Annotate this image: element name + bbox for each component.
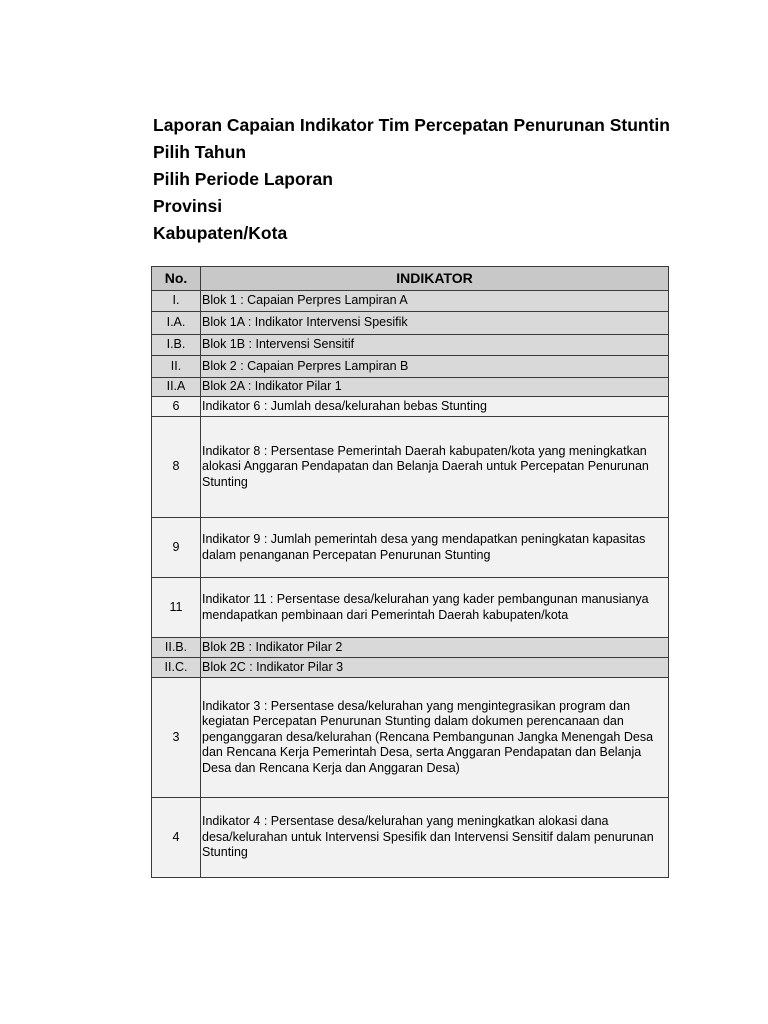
table-row — [152, 291, 669, 312]
province-label: Provinsi — [153, 196, 223, 216]
row-number: II.A — [152, 378, 201, 397]
row-number: II.C. — [152, 658, 201, 678]
row-indicator: Indikator 9 : Jumlah pemerintah desa yang mendapatkan peningkatan kapasitas dalam penanganan Percepatan Penurunan Stunting — [201, 518, 669, 578]
row-indicator: Blok 1A : Indikator Intervensi Spesifik — [201, 312, 669, 335]
report-header — [153, 112, 753, 247]
column-header-no: No. — [152, 267, 201, 291]
row-indicator: Indikator 11 : Persentase desa/kelurahan yang kader pembangunan manusianya mendapatkan pembinaan dari Pemerintah Daerah kabupaten/kota — [201, 578, 669, 638]
row-number: 3 — [152, 678, 201, 798]
row-number: 11 — [152, 578, 201, 638]
row-number: II. — [152, 356, 201, 378]
table-row — [152, 397, 669, 417]
report-title: Laporan Capaian Indikator Tim Percepatan Penurunan Stuntin — [153, 115, 670, 135]
row-indicator: Blok 2A : Indikator Pilar 1 — [201, 378, 669, 397]
row-indicator: Blok 1 : Capaian Perpres Lampiran A — [201, 291, 669, 312]
row-indicator: Indikator 6 : Jumlah desa/kelurahan bebas Stunting — [201, 397, 669, 417]
table-row — [152, 578, 669, 638]
row-number: 4 — [152, 798, 201, 878]
row-number: I.A. — [152, 312, 201, 335]
row-indicator: Indikator 4 : Persentase desa/kelurahan yang meningkatkan alokasi dana desa/kelurahan untuk Intervensi Spesifik dan Intervensi Sensitif dalam penurunan Stunting — [201, 798, 669, 878]
year-label: Pilih Tahun — [153, 142, 247, 162]
table-row — [152, 798, 669, 878]
row-number: II.B. — [152, 638, 201, 658]
table-header-row — [152, 267, 669, 291]
table-row — [152, 518, 669, 578]
table-row — [152, 378, 669, 397]
table-row — [152, 335, 669, 356]
regency-label: Kabupaten/Kota — [153, 223, 288, 243]
table-row — [152, 356, 669, 378]
row-indicator: Blok 2C : Indikator Pilar 3 — [201, 658, 669, 678]
table-row — [152, 638, 669, 658]
row-number: 8 — [152, 417, 201, 518]
row-number: 6 — [152, 397, 201, 417]
row-number: 9 — [152, 518, 201, 578]
row-indicator: Blok 1B : Intervensi Sensitif — [201, 335, 669, 356]
row-number: I.B. — [152, 335, 201, 356]
table-row — [152, 312, 669, 335]
row-indicator: Blok 2 : Capaian Perpres Lampiran B — [201, 356, 669, 378]
column-header-indikator: INDIKATOR — [201, 267, 669, 291]
row-indicator: Blok 2B : Indikator Pilar 2 — [201, 638, 669, 658]
table-row — [152, 678, 669, 798]
period-label: Pilih Periode Laporan — [153, 169, 333, 189]
indicator-table — [151, 266, 669, 878]
table-row — [152, 658, 669, 678]
row-number: I. — [152, 291, 201, 312]
row-indicator: Indikator 8 : Persentase Pemerintah Daerah kabupaten/kota yang meningkatkan alokasi Anggaran Pendapatan dan Belanja Daerah untuk Percepatan Penurunan Stunting — [201, 417, 669, 518]
table-row — [152, 417, 669, 518]
row-indicator: Indikator 3 : Persentase desa/kelurahan yang mengintegrasikan program dan kegiatan Percepatan Penurunan Stunting dalam dokumen perencanaan dan penganggaran desa/kelurahan (Rencana Pembangunan Jangka Menengah Desa dan Rencana Kerja Pemerintah Desa, serta Anggaran Pendapatan dan Belanja Desa dan Rencana Kerja dan Anggaran Desa) — [201, 678, 669, 798]
